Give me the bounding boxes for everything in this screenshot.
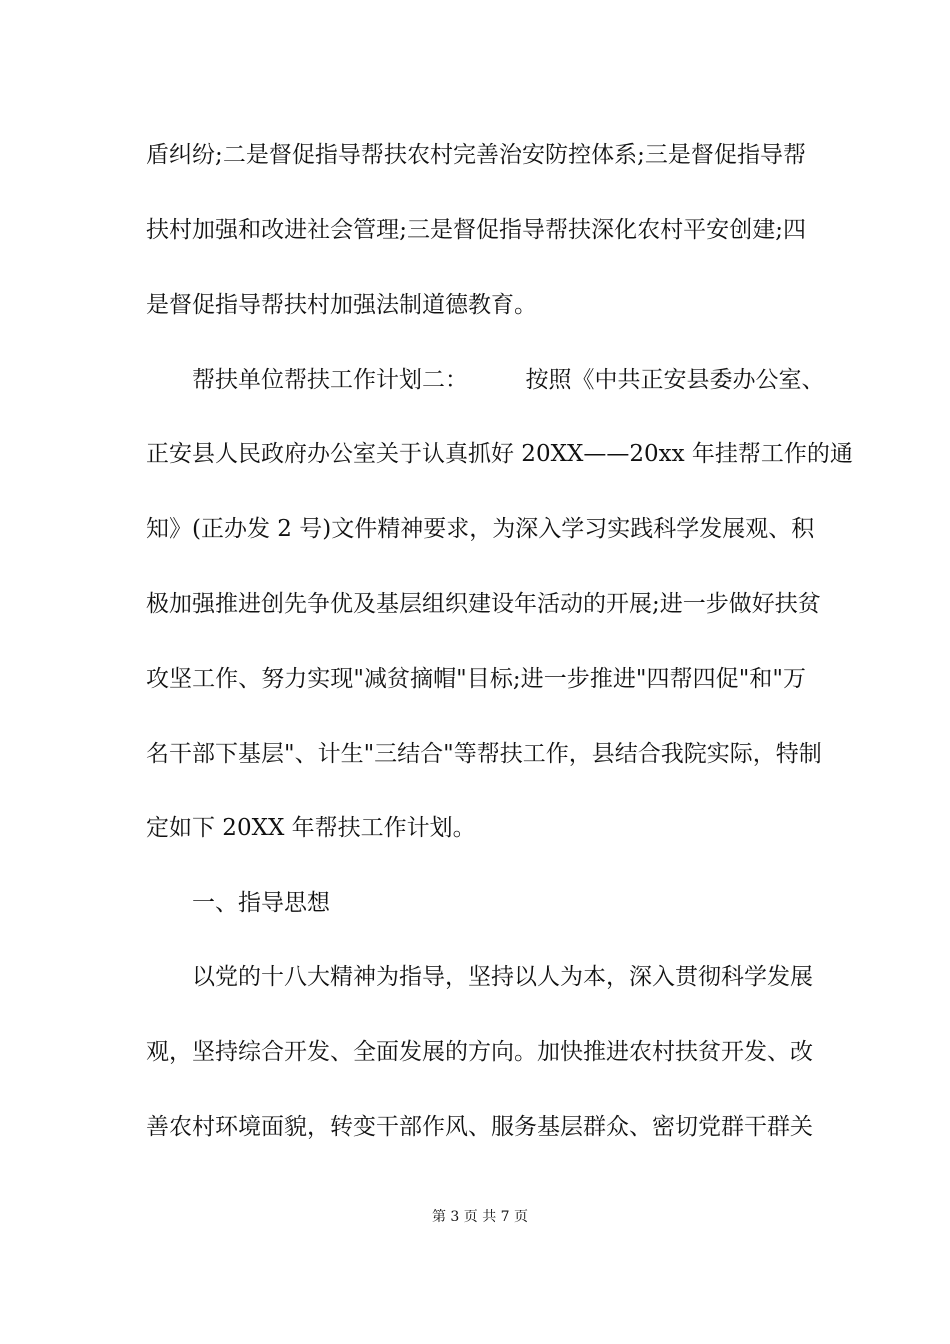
text-line: 攻坚工作、努力实现"减贫摘帽"目标;进一步推进"四帮四促"和"万 xyxy=(146,666,806,692)
text-line: 善农村环境面貌，转变干部作风、服务基层群众、密切党群干群关 xyxy=(146,1114,813,1140)
text-line: 以党的十八大精神为指导，坚持以人为本，深入贯彻科学发展 xyxy=(192,964,813,990)
text-line: 极加强推进创先争优及基层组织建设年活动的开展;进一步做好扶贫 xyxy=(146,591,821,617)
text-line: 正安县人民政府办公室关于认真抓好 20XX——20xx 年挂帮工作的通 xyxy=(146,441,853,467)
page-footer: 第 3 页 共 7 页 xyxy=(431,1209,529,1225)
text-line: 盾纠纷;二是督促指导帮扶农村完善治安防控体系;三是督促指导帮 xyxy=(146,142,806,168)
text-line: 知》(正办发 2 号)文件精神要求，为深入学习实践科学发展观、积 xyxy=(146,516,815,542)
text-line: 帮扶单位帮扶工作计划二： 按照《中共正安县委办公室、 xyxy=(192,367,825,393)
text-line: 观，坚持综合开发、全面发展的方向。加快推进农村扶贫开发、改 xyxy=(146,1039,813,1065)
text-line: 定如下 20XX 年帮扶工作计划。 xyxy=(146,815,476,841)
text-line: 是督促指导帮扶村加强法制道德教育。 xyxy=(146,292,537,318)
text-line: 名干部下基层"、计生"三结合"等帮扶工作，县结合我院实际，特制 xyxy=(146,741,822,767)
text-line: 扶村加强和改进社会管理;三是督促指导帮扶深化农村平安创建;四 xyxy=(146,217,806,243)
section-heading: 一、指导思想 xyxy=(192,890,330,916)
